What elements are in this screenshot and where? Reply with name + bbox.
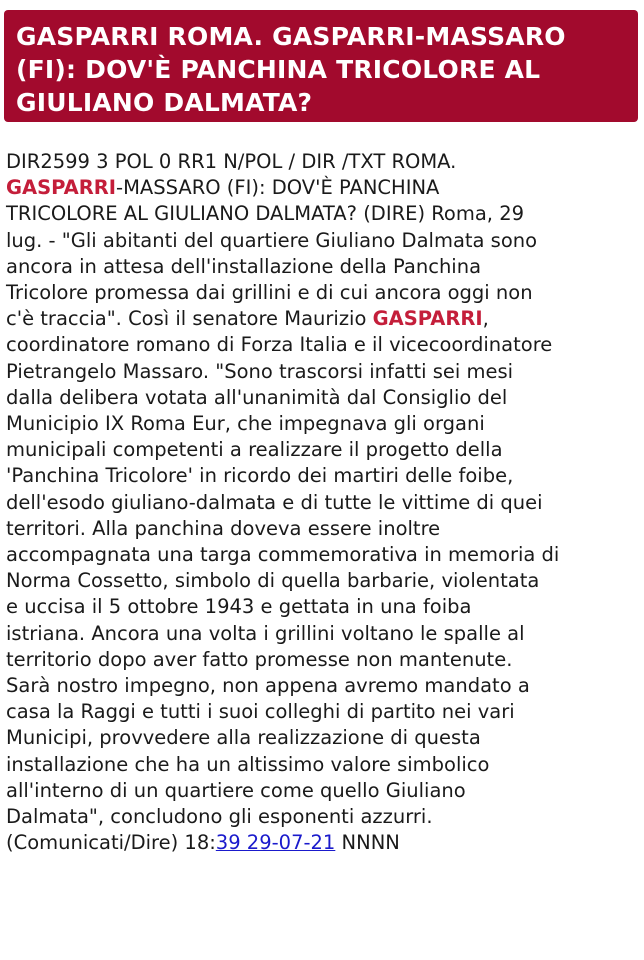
timestamp-link[interactable]: 39 29-07-21	[215, 831, 336, 855]
article-body	[6, 149, 640, 856]
article-line: ancora in attesa dell'installazione della Panchina	[6, 254, 482, 278]
article-line: TRICOLORE AL GIULIANO DALMATA? (DIRE) Roma, 29	[6, 202, 525, 226]
article-text: c'è traccia". Così il senatore Maurizio	[6, 307, 373, 331]
article-line	[6, 175, 640, 201]
article-text: NNNN	[335, 831, 400, 855]
article-line: DIR2599 3 POL 0 RR1 N/POL / DIR /TXT ROMA.	[6, 150, 457, 173]
article-line: municipali competenti a realizzare il progetto della	[6, 438, 503, 462]
article-line: dell'esodo giuliano-dalmata e di tutte le vittime di quei	[6, 490, 543, 514]
headline-banner	[4, 10, 638, 122]
highlighted-name: GASPARRI	[6, 176, 117, 200]
article-text: ,	[482, 307, 489, 331]
article-line: installazione che ha un altissimo valore simbolico	[6, 752, 490, 776]
article-line: istriana. Ancora una volta i grillini voltano le spalle al	[6, 621, 525, 645]
article-line: territori. Alla panchina doveva essere inoltre	[6, 516, 441, 540]
article-line: all'interno di un quartiere come quello Giuliano	[6, 778, 466, 802]
article-footer-line	[6, 830, 640, 856]
article-line: Dalmata", concludono gli esponenti azzurri.	[6, 805, 433, 829]
article-line: Tricolore promessa dai grillini e di cui ancora oggi non	[6, 281, 533, 305]
article-line	[6, 306, 640, 332]
highlighted-name: GASPARRI	[372, 307, 483, 331]
article-line: Municipi, provvedere alla realizzazione di questa	[6, 726, 481, 750]
article-line: accompagnata una targa commemorativa in memoria di	[6, 543, 560, 567]
article-line: Sarà nostro impegno, non appena avremo mandato a	[6, 674, 530, 698]
article-line: dalla delibera votata all'unanimità dal Consiglio del	[6, 385, 508, 409]
article-line: casa la Raggi e tutti i suoi colleghi di partito nei vari	[6, 700, 515, 724]
article-line: Municipio IX Roma Eur, che impegnava gli organi	[6, 412, 485, 436]
article-line: territorio dopo aver fatto promesse non mantenute.	[6, 647, 513, 671]
article-line: 'Panchina Tricolore' in ricordo dei martiri delle foibe,	[6, 464, 514, 488]
article-line: Norma Cossetto, simbolo di quella barbarie, violentata	[6, 569, 540, 593]
article-line: coordinatore romano di Forza Italia e il vicecoordinatore	[6, 333, 553, 357]
article-line: e uccisa il 5 ottobre 1943 e gettata in una foiba	[6, 595, 472, 619]
article-line: Pietrangelo Massaro. "Sono trascorsi infatti sei mesi	[6, 359, 514, 383]
article-text: -MASSARO (FI): DOV'È PANCHINA	[116, 176, 440, 200]
article-line: lug. - "Gli abitanti del quartiere Giuliano Dalmata sono	[6, 228, 538, 252]
article-text: (Comunicati/Dire) 18:	[6, 831, 216, 855]
headline-title: GASPARRI ROMA. GASPARRI-MASSARO (FI): DOV'È PANCHINA TRICOLORE AL GIULIANO DALMATA?	[16, 22, 566, 117]
